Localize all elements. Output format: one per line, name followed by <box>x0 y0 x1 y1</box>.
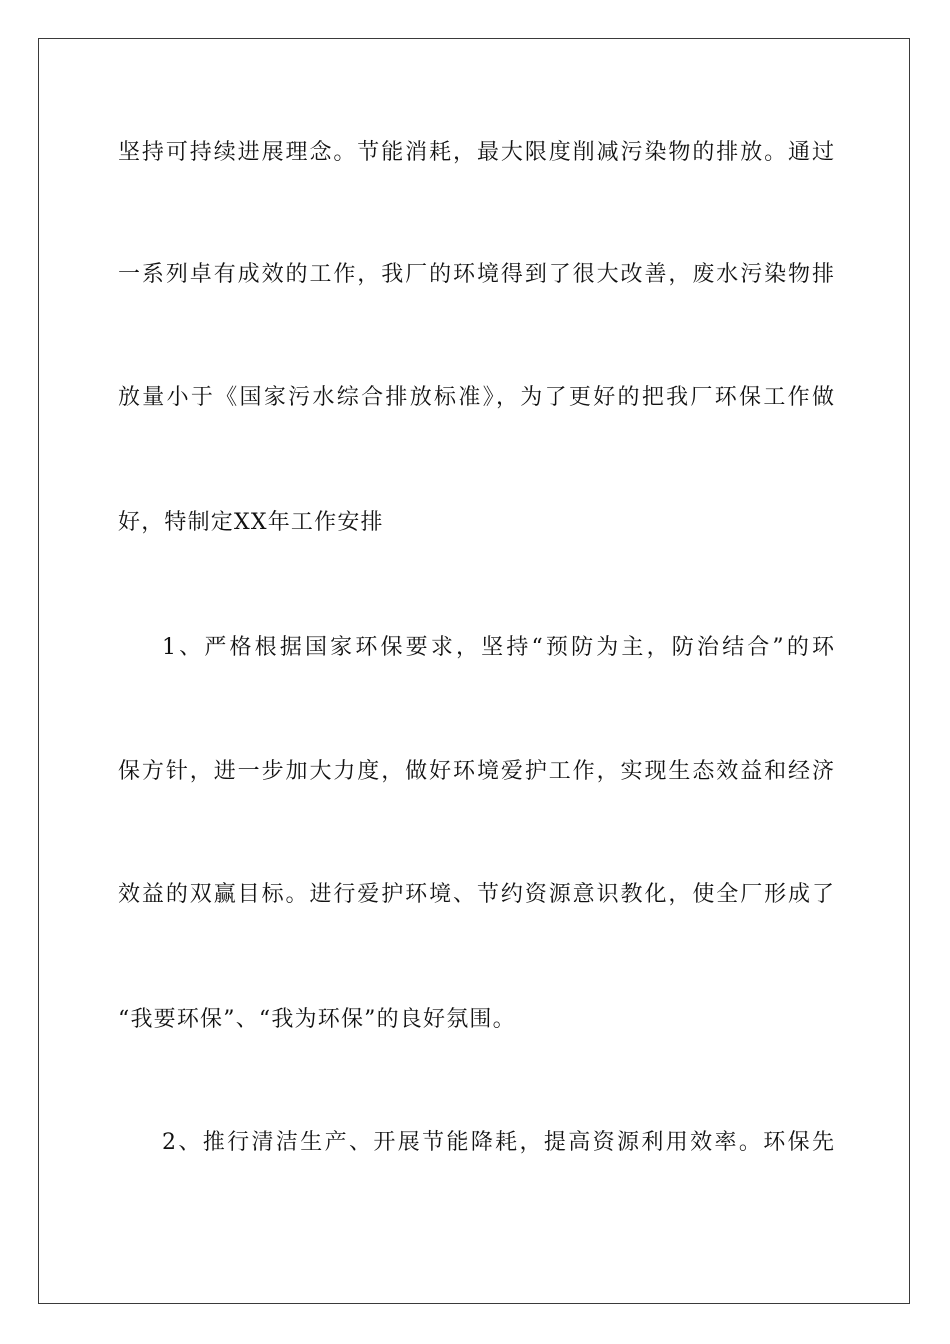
paragraph-2-line-4: “我要环保”、“我为环保”的良好氛围。 <box>118 1007 516 1032</box>
paragraph-2-line-3: 效益的双赢目标。进行爱护环境、节约资源意识教化，使全厂形成了 <box>118 882 834 907</box>
paragraph-3-line-1: 2、推行清洁生产、开展节能降耗，提高资源利用效率。环保先 <box>162 1130 834 1155</box>
paragraph-1-line-4: 好，特制定XX年工作安排 <box>118 510 384 535</box>
paragraph-1-line-1: 坚持可持续进展理念。节能消耗，最大限度削减污染物的排放。通过 <box>118 140 834 165</box>
paragraph-2-line-2: 保方针，进一步加大力度，做好环境爱护工作，实现生态效益和经济 <box>118 759 834 784</box>
paragraph-2-line-1: 1、严格根据国家环保要求，坚持“预防为主，防治结合”的环 <box>162 635 834 660</box>
page-border <box>38 38 910 1304</box>
paragraph-1-line-3: 放量小于《国家污水综合排放标准》，为了更好的把我厂环保工作做 <box>118 385 834 410</box>
paragraph-1-line-2: 一系列卓有成效的工作，我厂的环境得到了很大改善，废水污染物排 <box>118 262 834 287</box>
